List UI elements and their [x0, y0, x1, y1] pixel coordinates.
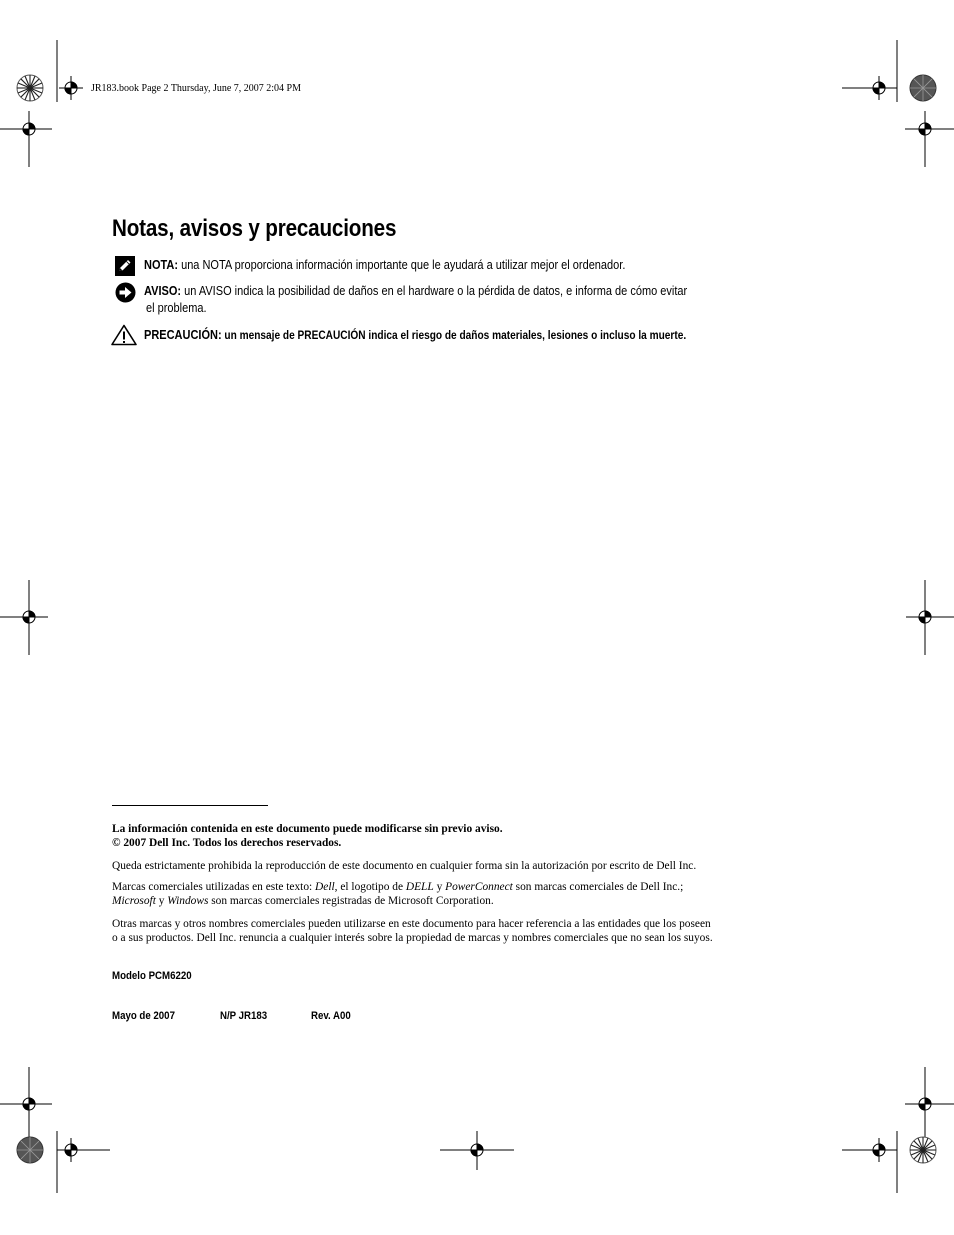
registration-target-icon	[867, 1138, 891, 1162]
star-target-icon	[910, 75, 936, 101]
note-pencil-icon	[115, 256, 135, 276]
registration-target-icon	[913, 117, 937, 141]
note-text: un mensaje de PRECAUCIÓN indica el riesgo de daños materiales, lesiones o incluso la muerte.	[221, 330, 687, 342]
publication-date: Mayo de 2007	[112, 1010, 175, 1022]
text-span: , el logotipo de	[334, 881, 406, 893]
note-text: una NOTA proporciona información importante que le ayudará a utilizar mejor el ordenador.	[178, 258, 626, 272]
note-precaucion	[144, 328, 686, 342]
trademark-microsoft: Microsoft	[112, 895, 156, 907]
registration-target-icon	[17, 117, 41, 141]
registration-target-icon	[59, 76, 83, 100]
registration-target-icon	[17, 605, 41, 629]
info-notice: La información contenida en este documento puede modificarse sin previo aviso.	[112, 823, 503, 835]
text-span: Marcas comerciales utilizadas en este texto:	[112, 881, 316, 893]
print-slug: JR183.book Page 2 Thursday, June 7, 2007 2:04 PM	[91, 83, 301, 94]
trademarks-line-2	[112, 894, 494, 908]
caution-triangle-icon	[111, 324, 137, 346]
note-text-line1: un AVISO indica la posibilidad de daños en el hardware o la pérdida de datos, e informa de cómo evitar	[181, 284, 688, 298]
part-number: N/P JR183	[220, 1010, 268, 1022]
revision: Rev. A00	[311, 1010, 351, 1022]
other-trademarks-line-1: Otras marcas y otros nombres comerciales pueden utilizarse en este documento para hacer referencia a las entidades que los poseen	[112, 918, 711, 930]
registration-target-icon	[59, 1138, 83, 1162]
text-span: son marcas comerciales de Dell Inc.;	[512, 881, 684, 893]
star-target-icon	[17, 1137, 43, 1163]
model-number: Modelo PCM6220	[112, 970, 192, 982]
notice-arrow-icon	[115, 282, 136, 303]
text-span: y	[155, 895, 168, 907]
registration-target-icon	[913, 605, 937, 629]
copyright: © 2007 Dell Inc. Todos los derechos reservados.	[112, 837, 342, 849]
registration-target-icon	[913, 1092, 937, 1116]
note-label: NOTA:	[144, 258, 179, 272]
text-span: y	[433, 881, 446, 893]
prohibition-text: Queda estrictamente prohibida la reproducción de este documento en cualquier forma sin la autorización por escrito de Dell Inc.	[112, 860, 697, 872]
trademark-dell-logo: DELL	[405, 881, 434, 893]
trademarks-line-1	[112, 880, 683, 894]
note-nota	[144, 258, 625, 272]
text-span: son marcas comerciales registradas de Microsoft Corporation.	[208, 895, 494, 907]
footnote-divider	[112, 805, 268, 806]
registration-target-icon	[465, 1138, 489, 1162]
registration-target-icon	[867, 76, 891, 100]
star-target-icon	[17, 75, 43, 101]
trademark-windows: Windows	[167, 895, 209, 907]
note-aviso	[144, 284, 687, 298]
other-trademarks-line-2: o a sus productos. Dell Inc. renuncia a cualquier interés sobre la propiedad de marcas y nombres comerciales que no sean los suyos.	[112, 932, 713, 944]
registration-target-icon	[17, 1092, 41, 1116]
trademark-dell: Dell	[315, 881, 335, 893]
star-target-icon	[910, 1137, 936, 1163]
note-aviso-continuation: el problema.	[146, 301, 207, 315]
note-label: PRECAUCIÓN:	[144, 328, 222, 342]
page-title: Notas, avisos y precauciones	[112, 215, 397, 242]
trademark-powerconnect: PowerConnect	[445, 881, 513, 893]
note-label: AVISO:	[144, 284, 182, 298]
